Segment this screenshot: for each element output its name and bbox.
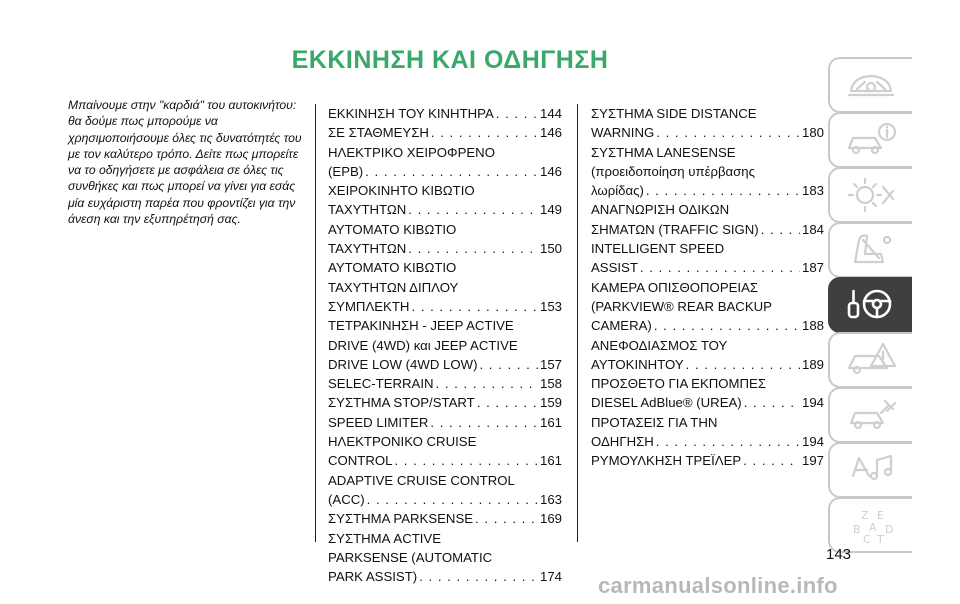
chapter-tab[interactable] bbox=[828, 167, 912, 223]
toc-entry-last-line bbox=[328, 239, 562, 258]
toc-dot-leader bbox=[656, 432, 800, 451]
toc-entry-title: (EPB) bbox=[328, 163, 364, 179]
warning-lights-icon bbox=[843, 173, 899, 218]
toc-entry-title: ΤΑΧΥΤΗΤΩΝ bbox=[328, 241, 407, 257]
toc-entry-line: ΗΛΕΚΤΡΙΚΟ ΧΕΙΡΟΦΡΕΝΟ bbox=[328, 144, 495, 160]
toc-entry-title: ΕΚΚΙΝΗΣΗ ΤΟΥ ΚΙΝΗΤΗΡΑ bbox=[328, 106, 494, 121]
svg-text:C: C bbox=[863, 532, 871, 543]
toc-page-number: 153 bbox=[539, 298, 562, 314]
toc-dot-leader bbox=[408, 200, 538, 219]
toc-entry-title: CONTROL bbox=[328, 453, 393, 469]
svg-text:D: D bbox=[885, 522, 894, 536]
toc-entry-title: ΣΕ ΣΤΑΘΜΕΥΣΗ bbox=[328, 125, 429, 141]
toc-entry-line: ΧΕΙΡΟΚΙΝΗΤΟ ΚΙΒΩΤΙΟ bbox=[328, 183, 475, 199]
chapter-tab[interactable] bbox=[828, 222, 912, 278]
toc-entry[interactable] bbox=[591, 200, 824, 239]
toc-page-number: 144 bbox=[539, 106, 562, 121]
toc-page-number: 183 bbox=[801, 183, 824, 199]
toc-entry-last-line bbox=[591, 316, 824, 335]
toc-entry[interactable] bbox=[591, 239, 824, 278]
chapter-tab[interactable] bbox=[828, 57, 912, 113]
toc-entry[interactable] bbox=[591, 413, 824, 452]
chapter-tab[interactable] bbox=[828, 332, 912, 388]
toc-entry-last-line bbox=[328, 104, 562, 123]
toc-entry-last-line bbox=[591, 355, 824, 374]
toc-page-number: 161 bbox=[539, 414, 562, 430]
toc-entry-line: ΤΑΧΥΤΗΤΩΝ ΔΙΠΛΟΥ bbox=[328, 279, 459, 295]
toc-entry-last-line bbox=[328, 509, 562, 528]
watermark: carmanualsonline.info bbox=[598, 573, 838, 598]
toc-entry[interactable] bbox=[328, 258, 562, 316]
toc-page-number: 146 bbox=[539, 125, 562, 141]
toc-dot-leader bbox=[394, 451, 538, 470]
svg-text:A: A bbox=[869, 520, 877, 534]
key-steering-wheel-icon bbox=[843, 283, 899, 328]
toc-entry-last-line bbox=[591, 123, 824, 142]
toc-dot-leader bbox=[419, 567, 538, 586]
toc-entry-title: ΟΔΗΓΗΣΗ bbox=[591, 434, 654, 450]
toc-entry-line: ΣΥΣΤΗΜΑ SIDE DISTANCE bbox=[591, 106, 757, 121]
toc-entry-title: SELEC-TERRAIN bbox=[328, 376, 434, 392]
toc-entry[interactable] bbox=[328, 529, 562, 587]
toc-page-number: 189 bbox=[801, 356, 824, 372]
toc-page-number: 149 bbox=[539, 202, 562, 218]
toc-page-number: 188 bbox=[801, 318, 824, 334]
toc-page-number: 169 bbox=[539, 511, 562, 527]
toc-dot-leader bbox=[431, 123, 538, 142]
toc-page-number: 184 bbox=[801, 221, 824, 237]
toc-dot-leader bbox=[477, 393, 538, 412]
toc-page-number: 161 bbox=[539, 453, 562, 469]
toc-entry-line: ΗΛΕΚΤΡΟΝΙΚΟ CRUISE bbox=[328, 434, 477, 450]
toc-entry-line: PARKSENSE (AUTOMATIC bbox=[328, 549, 493, 565]
toc-entry-last-line bbox=[591, 220, 824, 239]
toc-entry[interactable] bbox=[591, 104, 824, 143]
toc-dot-leader bbox=[646, 181, 800, 200]
toc-entry-last-line bbox=[328, 451, 562, 470]
toc-entry[interactable] bbox=[591, 336, 824, 375]
toc-page-number: 150 bbox=[539, 241, 562, 257]
svg-text:E: E bbox=[877, 508, 884, 522]
toc-dot-leader bbox=[656, 123, 800, 142]
toc-entry[interactable] bbox=[328, 181, 562, 220]
toc-page-number: 158 bbox=[539, 376, 562, 392]
toc-entry-last-line bbox=[328, 123, 562, 142]
toc-entry-line: ΑΥΤΟΜΑΤΟ ΚΙΒΩΤΙΟ bbox=[328, 221, 457, 237]
toc-entry-line: ΑΥΤΟΜΑΤΟ ΚΙΒΩΤΙΟ bbox=[328, 260, 457, 276]
toc-entry-last-line bbox=[591, 432, 824, 451]
toc-entry-last-line bbox=[591, 258, 824, 277]
toc-entry-last-line bbox=[328, 567, 562, 586]
toc-entry[interactable] bbox=[591, 451, 824, 470]
toc-entry-line: ΚΑΜΕΡΑ ΟΠΙΣΘΟΠΟΡΕΙΑΣ bbox=[591, 279, 759, 295]
toc-entry-title: ΡΥΜΟΥΛΚΗΣΗ ΤΡΕΪΛΕΡ bbox=[591, 453, 742, 469]
toc-dot-leader bbox=[411, 297, 538, 316]
car-info-icon bbox=[843, 118, 899, 163]
toc-page-number: 197 bbox=[801, 453, 824, 469]
page-number: 143 bbox=[826, 546, 852, 563]
toc-entry-title: ΣΥΜΠΛΕΚΤΗ bbox=[328, 298, 410, 314]
toc-entry-line: ΠΡΟΣΘΕΤΟ ΓΙΑ ΕΚΠΟΜΠΕΣ bbox=[591, 376, 767, 392]
toc-entry-line: ΣΥΣΤΗΜΑ ACTIVE bbox=[328, 530, 442, 546]
toc-dot-leader bbox=[408, 239, 538, 258]
toc-entry-last-line bbox=[328, 490, 562, 509]
toc-dot-leader bbox=[761, 220, 800, 239]
toc-entry-title: ΣΥΣΤΗΜΑ STOP/START bbox=[328, 395, 475, 411]
toc-entry-last-line bbox=[328, 162, 562, 181]
toc-entry-title: WARNING bbox=[591, 125, 655, 141]
toc-dot-leader bbox=[744, 393, 800, 412]
toc-entry-last-line bbox=[328, 374, 562, 393]
toc-entry[interactable] bbox=[328, 104, 562, 123]
toc-dot-leader bbox=[640, 258, 800, 277]
toc-entry-last-line bbox=[328, 355, 562, 374]
toc-entry-line: ADAPTIVE CRUISE CONTROL bbox=[328, 472, 515, 488]
toc-entry[interactable] bbox=[591, 143, 824, 201]
toc-page-number: 159 bbox=[539, 395, 562, 411]
toc-entry-last-line bbox=[591, 393, 824, 412]
toc-entry-title: ASSIST bbox=[591, 260, 638, 276]
toc-entry-last-line bbox=[328, 297, 562, 316]
toc-page-number: 163 bbox=[539, 491, 562, 507]
safety-seat-icon bbox=[843, 228, 899, 273]
alphabetical-index-icon bbox=[843, 503, 899, 548]
page-title: ΕΚΚΙΝΗΣΗ ΚΑΙ ΟΔΗΓΗΣΗ bbox=[291, 46, 609, 74]
column-divider bbox=[315, 104, 316, 542]
toc-entry[interactable] bbox=[328, 220, 562, 259]
toc-dot-leader bbox=[654, 316, 800, 335]
toc-entry[interactable] bbox=[591, 278, 824, 336]
car-dashboard-icon bbox=[843, 63, 899, 108]
chapter-tab[interactable] bbox=[828, 277, 912, 333]
toc-entry-title: ΤΑΧΥΤΗΤΩΝ bbox=[328, 202, 407, 218]
toc-dot-leader bbox=[479, 355, 538, 374]
toc-entry[interactable] bbox=[328, 316, 562, 374]
car-service-icon bbox=[843, 393, 899, 438]
toc-entry-title: SPEED LIMITER bbox=[328, 414, 429, 430]
toc-page-number: 146 bbox=[539, 163, 562, 179]
chapter-tab[interactable] bbox=[828, 112, 912, 168]
svg-text:T: T bbox=[877, 532, 884, 543]
svg-text:B: B bbox=[853, 522, 861, 536]
toc-entry-title: ΣΥΣΤΗΜΑ PARKSENSE bbox=[328, 511, 474, 527]
toc-entry-title: (ACC) bbox=[328, 491, 365, 507]
toc-entry-line: INTELLIGENT SPEED bbox=[591, 241, 725, 257]
toc-dot-leader bbox=[496, 104, 538, 123]
toc-entry-last-line bbox=[591, 181, 824, 200]
toc-entry-line: (προειδοποίηση υπέρβασης bbox=[591, 163, 755, 179]
toc-entry[interactable] bbox=[328, 413, 562, 432]
toc-entry-last-line bbox=[328, 413, 562, 432]
toc-entry-title: CAMERA) bbox=[591, 318, 652, 334]
intro-paragraph: Μπαίνουμε στην "καρδιά" του αυτοκινήτου: θα δούμε πως μπορούμε να χρησιμοποιήσουμε όλες τις δυνατότητές του με τον καλύτερο τρόπο. Δείτε πως μπορείτε να το οδηγήσετε με ασφάλεια σε όλες τις συνθήκες και πως μπορεί να γίνει για εσάς μία ευχάριστη παρέα που φροντίζει για την άνεση και την εξυπηρέτησή σας. bbox=[68, 98, 302, 227]
multimedia-icon bbox=[843, 448, 899, 493]
toc-entry[interactable] bbox=[328, 374, 562, 393]
chapter-tab[interactable] bbox=[828, 497, 912, 553]
toc-entry[interactable] bbox=[328, 432, 562, 471]
toc-entry-title: PARK ASSIST) bbox=[328, 569, 418, 585]
toc-entry-line: ΑΝΑΓΝΩΡΙΣΗ ΟΔΙΚΩΝ bbox=[591, 202, 730, 218]
toc-entry-last-line bbox=[328, 393, 562, 412]
toc-dot-leader bbox=[367, 490, 538, 509]
toc-dot-leader bbox=[475, 509, 538, 528]
toc-page-number: 194 bbox=[801, 395, 824, 411]
toc-entry[interactable] bbox=[328, 393, 562, 412]
toc-dot-leader bbox=[365, 162, 538, 181]
toc-entry-line: DRIVE (4WD) και JEEP ACTIVE bbox=[328, 337, 518, 353]
chapter-tab[interactable] bbox=[828, 442, 912, 498]
column-divider bbox=[577, 104, 578, 542]
svg-text:Z: Z bbox=[861, 508, 869, 522]
toc-entry-title: ΣΗΜΑΤΩΝ (TRAFFIC SIGN) bbox=[591, 221, 759, 237]
toc-dot-leader bbox=[430, 413, 538, 432]
toc-entry-title: DRIVE LOW (4WD LOW) bbox=[328, 356, 478, 372]
toc-entry[interactable] bbox=[328, 143, 562, 182]
toc-page-number: 194 bbox=[801, 434, 824, 450]
toc-page-number: 157 bbox=[539, 356, 562, 372]
toc-entry-line: ΠΡΟΤΑΣΕΙΣ ΓΙΑ ΤΗΝ bbox=[591, 414, 718, 430]
toc-entry[interactable] bbox=[591, 374, 824, 413]
toc-column-2 bbox=[591, 104, 824, 471]
toc-entry-last-line bbox=[591, 451, 824, 470]
toc-entry-title: ΑΥΤΟΚΙΝΗΤΟΥ bbox=[591, 356, 684, 372]
toc-page-number: 174 bbox=[539, 569, 562, 585]
toc-dot-leader bbox=[686, 355, 800, 374]
toc-entry-last-line bbox=[328, 200, 562, 219]
toc-entry-line: (PARKVIEW® REAR BACKUP bbox=[591, 298, 772, 314]
toc-entry-line: ΤΕΤΡΑΚΙΝΗΣΗ - JEEP ACTIVE bbox=[328, 318, 514, 334]
toc-dot-leader bbox=[436, 374, 538, 393]
toc-page-number: 180 bbox=[801, 125, 824, 141]
toc-entry-line: ΣΥΣΤΗΜΑ LANESENSE bbox=[591, 144, 736, 160]
toc-entry-title: λωρίδας) bbox=[591, 183, 644, 199]
toc-dot-leader bbox=[743, 451, 800, 470]
toc-entry-title: DIESEL AdBlue® (UREA) bbox=[591, 395, 742, 411]
toc-entry[interactable] bbox=[328, 471, 562, 510]
toc-entry-line: ΑΝΕΦΟΔΙΑΣΜΟΣ ΤΟΥ bbox=[591, 337, 728, 353]
toc-page-number: 187 bbox=[801, 260, 824, 276]
chapter-tab[interactable] bbox=[828, 387, 912, 443]
emergency-triangle-icon bbox=[843, 338, 899, 383]
toc-column-1 bbox=[328, 104, 562, 586]
toc-entry[interactable] bbox=[328, 509, 562, 528]
toc-entry[interactable] bbox=[328, 123, 562, 142]
